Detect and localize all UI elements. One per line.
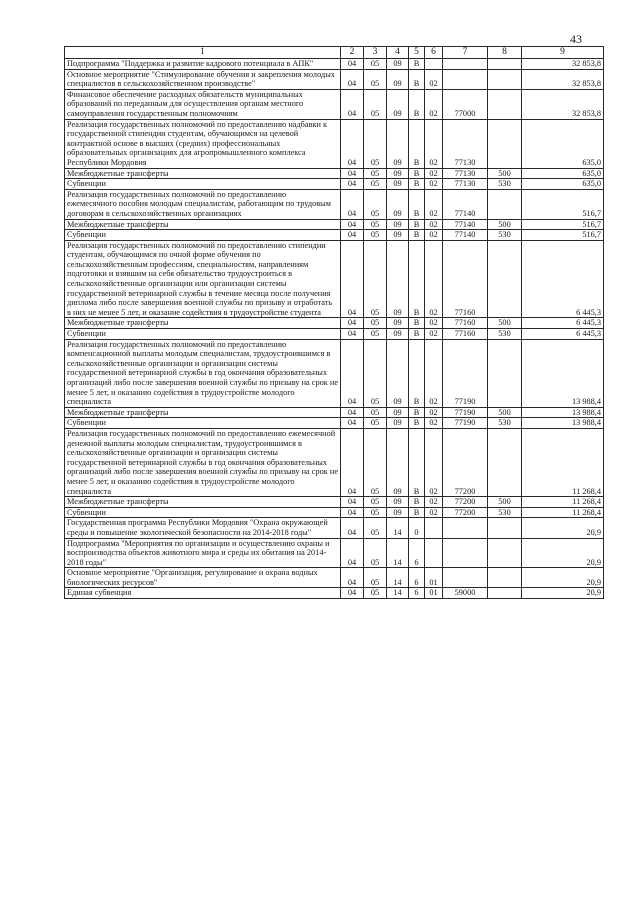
code-cell: 05 — [364, 568, 387, 588]
amount-cell: 32 853,8 — [522, 69, 604, 89]
row-name: Государственная программа Республики Мордовия "Охрана окружающей среды и повышение экологической безопасности на 2014-2018 годы" — [65, 518, 341, 538]
code-cell: 05 — [364, 240, 387, 318]
code-cell — [488, 119, 522, 168]
code-cell: 02 — [425, 119, 443, 168]
amount-cell: 6 445,3 — [522, 318, 604, 329]
row-name: Субвенции — [65, 507, 341, 518]
code-cell: 09 — [387, 69, 409, 89]
code-cell: 05 — [364, 588, 387, 599]
code-cell: 77190 — [443, 407, 488, 418]
code-cell: 05 — [364, 168, 387, 179]
code-cell: 09 — [387, 59, 409, 70]
code-cell: 02 — [425, 189, 443, 219]
code-cell — [443, 518, 488, 538]
row-name: Финансовое обеспечение расходных обязательств муниципальных образований по переданным для осуществления органам местного самоуправления государственным полномочиям — [65, 89, 341, 119]
table-row — [65, 407, 604, 418]
code-cell: 04 — [341, 497, 364, 508]
code-cell: 09 — [387, 119, 409, 168]
code-cell: 77000 — [443, 89, 488, 119]
code-cell: 02 — [425, 428, 443, 496]
code-cell: В — [409, 318, 425, 329]
amount-cell: 11 268,4 — [522, 507, 604, 518]
code-cell: 04 — [341, 507, 364, 518]
code-cell: 02 — [425, 168, 443, 179]
table-row — [65, 89, 604, 119]
code-cell: 05 — [364, 69, 387, 89]
code-cell: 05 — [364, 428, 387, 496]
code-cell: 05 — [364, 538, 387, 568]
code-cell: 14 — [387, 538, 409, 568]
code-cell: 530 — [488, 329, 522, 340]
code-cell: 09 — [387, 240, 409, 318]
column-header: 6 — [425, 47, 443, 59]
code-cell: 04 — [341, 230, 364, 241]
code-cell — [488, 89, 522, 119]
code-cell: 77130 — [443, 168, 488, 179]
code-cell: 77160 — [443, 329, 488, 340]
table-row — [65, 219, 604, 230]
amount-cell: 6 445,3 — [522, 329, 604, 340]
code-cell: 05 — [364, 507, 387, 518]
code-cell — [425, 538, 443, 568]
code-cell: 77140 — [443, 189, 488, 219]
table-row — [65, 329, 604, 340]
column-header: 9 — [522, 47, 604, 59]
code-cell: 05 — [364, 219, 387, 230]
row-name: Межбюджетные трансферты — [65, 407, 341, 418]
code-cell: 500 — [488, 168, 522, 179]
code-cell: 02 — [425, 339, 443, 407]
code-cell: 04 — [341, 179, 364, 190]
code-cell: 59000 — [443, 588, 488, 599]
amount-cell: 20,9 — [522, 518, 604, 538]
code-cell — [443, 538, 488, 568]
row-name: Реализация государственных полномочий по предоставлению ежемесячной денежной выплаты молодым специалистам, трудоустроившимся в сельскохозяйственные организации и организации системы государственной ветеринарной службы в год окончания образовательных организаций либо после завершения военной службы по призыву на срок не менее 5 лет, и оказанию содействия в трудоустройстве молодого специалиста — [65, 428, 341, 496]
code-cell: В — [409, 189, 425, 219]
code-cell: 05 — [364, 418, 387, 429]
code-cell: 05 — [364, 59, 387, 70]
table-row — [65, 69, 604, 89]
code-cell: 09 — [387, 230, 409, 241]
amount-cell: 13 988,4 — [522, 407, 604, 418]
row-name: Основное мероприятие "Стимулирование обучения и закрепления молодых специалистов в сельскохозяйственном производстве" — [65, 69, 341, 89]
code-cell — [488, 69, 522, 89]
code-cell: 09 — [387, 219, 409, 230]
code-cell: 02 — [425, 219, 443, 230]
amount-cell: 20,9 — [522, 588, 604, 599]
code-cell: В — [409, 407, 425, 418]
code-cell: В — [409, 179, 425, 190]
table-header — [65, 47, 604, 59]
code-cell: 500 — [488, 407, 522, 418]
amount-cell: 32 853,8 — [522, 59, 604, 70]
code-cell: 77200 — [443, 428, 488, 496]
code-cell — [488, 568, 522, 588]
code-cell: В — [409, 339, 425, 407]
code-cell: В — [409, 89, 425, 119]
amount-cell: 635,0 — [522, 168, 604, 179]
code-cell: 500 — [488, 318, 522, 329]
code-cell: 14 — [387, 588, 409, 599]
code-cell: 500 — [488, 219, 522, 230]
page-number: 43 — [570, 32, 582, 46]
code-cell — [488, 240, 522, 318]
code-cell: 02 — [425, 318, 443, 329]
code-cell: 02 — [425, 507, 443, 518]
code-cell: 05 — [364, 407, 387, 418]
code-cell: 05 — [364, 179, 387, 190]
column-header: 4 — [387, 47, 409, 59]
code-cell: 500 — [488, 497, 522, 508]
code-cell: 09 — [387, 329, 409, 340]
code-cell: 77200 — [443, 497, 488, 508]
code-cell: В — [409, 119, 425, 168]
code-cell: 04 — [341, 69, 364, 89]
code-cell: В — [409, 69, 425, 89]
amount-cell: 516,7 — [522, 219, 604, 230]
code-cell: 09 — [387, 168, 409, 179]
code-cell — [488, 538, 522, 568]
amount-cell: 32 853,8 — [522, 89, 604, 119]
code-cell: 6 — [409, 568, 425, 588]
code-cell — [443, 568, 488, 588]
row-name: Подпрограмма "Поддержка и развитие кадрового потенциала в АПК" — [65, 59, 341, 70]
code-cell: 05 — [364, 119, 387, 168]
code-cell: 02 — [425, 179, 443, 190]
row-name: Субвенции — [65, 179, 341, 190]
code-cell — [488, 518, 522, 538]
code-cell: 02 — [425, 230, 443, 241]
row-name: Межбюджетные трансферты — [65, 219, 341, 230]
code-cell: В — [409, 230, 425, 241]
code-cell: В — [409, 219, 425, 230]
code-cell: 04 — [341, 189, 364, 219]
row-name: Реализация государственных полномочий по предоставлению надбавки к государственной стипендии студентам, обучающимся на целевой контрактной основе в высших (средних) профессиональных образовательных организациях для агропромышленного комплекса Республики Мордовия — [65, 119, 341, 168]
code-cell: 04 — [341, 418, 364, 429]
code-cell: 0 — [409, 518, 425, 538]
code-cell: 04 — [341, 318, 364, 329]
table-row — [65, 168, 604, 179]
table-row — [65, 59, 604, 70]
row-name: Единая субвенция — [65, 588, 341, 599]
amount-cell: 13 988,4 — [522, 418, 604, 429]
code-cell — [425, 59, 443, 70]
row-name: Субвенции — [65, 230, 341, 241]
code-cell: 04 — [341, 588, 364, 599]
code-cell: 6 — [409, 588, 425, 599]
code-cell: 04 — [341, 89, 364, 119]
code-cell: 04 — [341, 119, 364, 168]
row-name: Субвенции — [65, 329, 341, 340]
code-cell: 04 — [341, 428, 364, 496]
column-header: 3 — [364, 47, 387, 59]
code-cell — [488, 59, 522, 70]
table-row — [65, 538, 604, 568]
code-cell: 77160 — [443, 318, 488, 329]
code-cell: 02 — [425, 418, 443, 429]
row-name: Основное мероприятие "Организация, регулирование и охрана водных биологических ресурсов" — [65, 568, 341, 588]
code-cell: 05 — [364, 89, 387, 119]
table-row — [65, 518, 604, 538]
code-cell: 02 — [425, 329, 443, 340]
amount-cell: 20,9 — [522, 538, 604, 568]
amount-cell: 20,9 — [522, 568, 604, 588]
code-cell: 77140 — [443, 219, 488, 230]
code-cell: 01 — [425, 588, 443, 599]
code-cell: 14 — [387, 568, 409, 588]
code-cell — [488, 588, 522, 599]
row-name: Межбюджетные трансферты — [65, 168, 341, 179]
code-cell: 04 — [341, 407, 364, 418]
table-row — [65, 230, 604, 241]
code-cell: 6 — [409, 538, 425, 568]
code-cell: 04 — [341, 538, 364, 568]
row-name: Межбюджетные трансферты — [65, 497, 341, 508]
code-cell: В — [409, 497, 425, 508]
code-cell: 77190 — [443, 418, 488, 429]
table-row — [65, 507, 604, 518]
column-header: 2 — [341, 47, 364, 59]
code-cell: 77140 — [443, 230, 488, 241]
code-cell: 04 — [341, 518, 364, 538]
table-row — [65, 189, 604, 219]
table-row — [65, 497, 604, 508]
code-cell: 530 — [488, 418, 522, 429]
code-cell: 77160 — [443, 240, 488, 318]
code-cell: 09 — [387, 318, 409, 329]
code-cell: 77130 — [443, 179, 488, 190]
code-cell: В — [409, 329, 425, 340]
code-cell: 05 — [364, 497, 387, 508]
code-cell: В — [409, 240, 425, 318]
amount-cell: 6 445,3 — [522, 240, 604, 318]
code-cell: В — [409, 168, 425, 179]
table-row — [65, 568, 604, 588]
column-header: 8 — [488, 47, 522, 59]
code-cell: 02 — [425, 69, 443, 89]
code-cell: 04 — [341, 219, 364, 230]
code-cell: 09 — [387, 189, 409, 219]
amount-cell: 13 988,4 — [522, 339, 604, 407]
code-cell: 09 — [387, 507, 409, 518]
code-cell: В — [409, 418, 425, 429]
code-cell: 09 — [387, 339, 409, 407]
code-cell: 02 — [425, 407, 443, 418]
code-cell: 05 — [364, 230, 387, 241]
code-cell: 04 — [341, 339, 364, 407]
table-row — [65, 428, 604, 496]
table-row — [65, 240, 604, 318]
row-name: Субвенции — [65, 418, 341, 429]
code-cell: 09 — [387, 497, 409, 508]
code-cell — [488, 189, 522, 219]
code-cell: 02 — [425, 89, 443, 119]
amount-cell: 11 268,4 — [522, 497, 604, 508]
code-cell: 04 — [341, 568, 364, 588]
row-name: Реализация государственных полномочий по предоставлению ежемесячного пособия молодым специалистам, работающим по трудовым договорам в сельскохозяйственных организациях — [65, 189, 341, 219]
column-header: 1 — [65, 47, 341, 59]
code-cell: 04 — [341, 240, 364, 318]
code-cell: 09 — [387, 407, 409, 418]
amount-cell: 635,0 — [522, 119, 604, 168]
code-cell: 05 — [364, 339, 387, 407]
code-cell: 01 — [425, 568, 443, 588]
code-cell: 04 — [341, 168, 364, 179]
code-cell: 02 — [425, 497, 443, 508]
code-cell: 530 — [488, 179, 522, 190]
code-cell: 09 — [387, 418, 409, 429]
amount-cell: 516,7 — [522, 230, 604, 241]
code-cell — [425, 518, 443, 538]
table-row — [65, 588, 604, 599]
row-name: Межбюджетные трансферты — [65, 318, 341, 329]
table-row — [65, 339, 604, 407]
code-cell: 77190 — [443, 339, 488, 407]
code-cell: В — [409, 59, 425, 70]
code-cell: 04 — [341, 329, 364, 340]
amount-cell: 635,0 — [522, 179, 604, 190]
code-cell: 77130 — [443, 119, 488, 168]
code-cell — [443, 59, 488, 70]
code-cell: 02 — [425, 240, 443, 318]
budget-table — [64, 46, 604, 599]
code-cell: 77200 — [443, 507, 488, 518]
code-cell: 09 — [387, 428, 409, 496]
code-cell: 14 — [387, 518, 409, 538]
code-cell: В — [409, 428, 425, 496]
amount-cell: 11 268,4 — [522, 428, 604, 496]
code-cell: 09 — [387, 179, 409, 190]
row-name: Реализация государственных полномочий по предоставлению компенсационной выплаты молодым специалистам, трудоустроившимся в сельскохозяйственные организации и организации системы государственной ветеринарной службы в год окончания образовательных организаций либо после завершения военной службы по призыву на срок не менее 5 лет, и оказанию содействия в трудоустройстве молодого специалиста — [65, 339, 341, 407]
code-cell: 05 — [364, 189, 387, 219]
code-cell: 04 — [341, 59, 364, 70]
code-cell: 09 — [387, 89, 409, 119]
row-name: Реализация государственных полномочий по предоставлению стипендии студентам, обучающимся по очной форме обучения по сельскохозяйственным профессиям, специальностям, направлениям подготовки и взявшим на себя обязательство трудоустроиться в сельскохозяйственные организации или организации системы государственной ветеринарной службы в течение месяца после получения диплома либо после завершения военной службы по призыву и отработать в них не менее 5 лет, и оказание содействия в трудоустройстве студента — [65, 240, 341, 318]
code-cell: 05 — [364, 518, 387, 538]
amount-cell: 516,7 — [522, 189, 604, 219]
column-header: 5 — [409, 47, 425, 59]
code-cell: 05 — [364, 329, 387, 340]
code-cell: В — [409, 507, 425, 518]
code-cell: 05 — [364, 318, 387, 329]
code-cell — [488, 428, 522, 496]
code-cell: 530 — [488, 507, 522, 518]
code-cell: 530 — [488, 230, 522, 241]
code-cell — [443, 69, 488, 89]
table-row — [65, 179, 604, 190]
column-header: 7 — [443, 47, 488, 59]
code-cell — [488, 339, 522, 407]
table-row — [65, 318, 604, 329]
row-name: Подпрограмма "Мероприятия по организации и осуществлению охраны и воспроизводства объектов животного мира и среды их обитания на 2014-2018 годы" — [65, 538, 341, 568]
table-row — [65, 119, 604, 168]
table-row — [65, 418, 604, 429]
